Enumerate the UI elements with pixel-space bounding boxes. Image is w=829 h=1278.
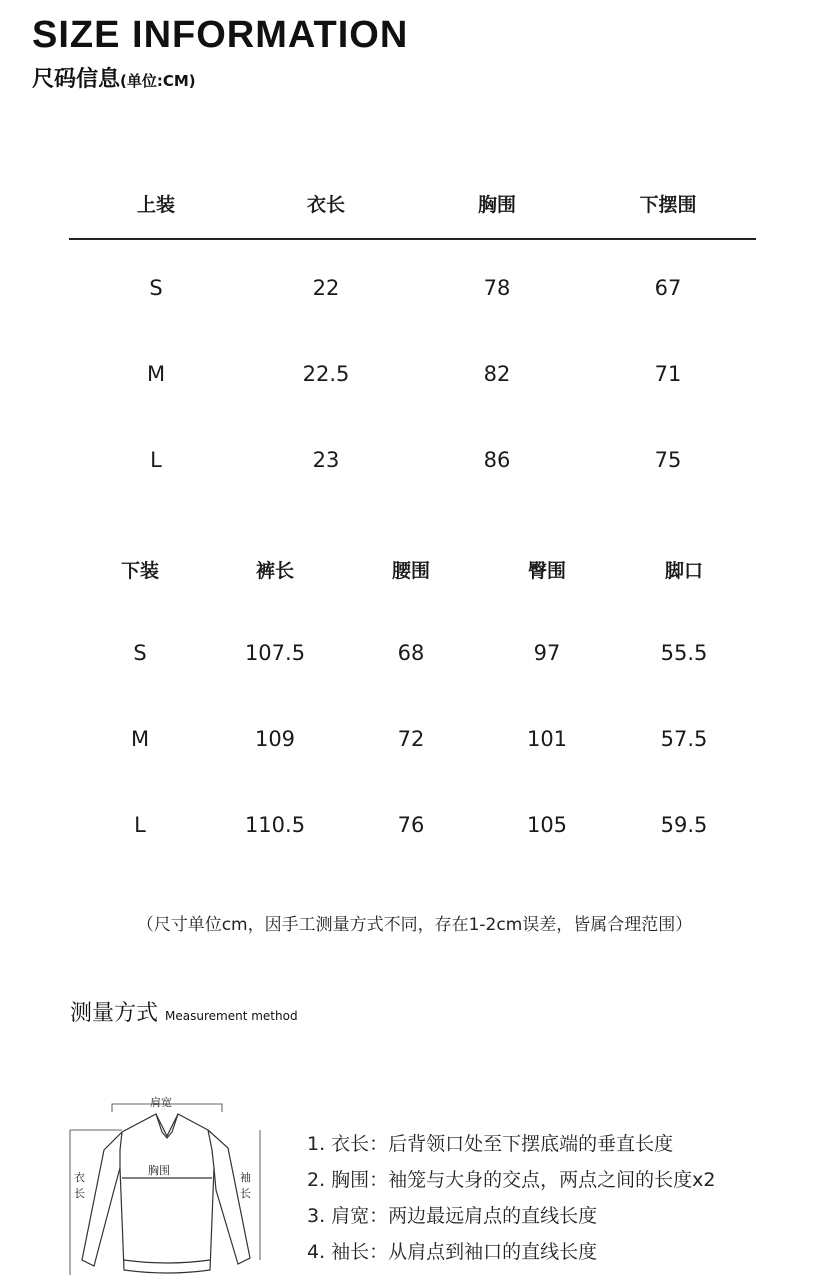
bottoms-header-cell: 裤长 — [255, 560, 295, 582]
tops-cell: 75 — [654, 448, 682, 472]
bottoms-cell: 109 — [254, 727, 296, 751]
header-divider — [69, 238, 756, 240]
tops-cell: 22 — [312, 276, 340, 300]
tops-header-cell: 胸围 — [477, 194, 517, 216]
bottoms-cell: 110.5 — [244, 813, 306, 837]
method-item: 2. 胸围：袖笼与大身的交点，两点之间的长度x2 — [307, 1169, 716, 1191]
tops-cell: 82 — [483, 362, 511, 386]
bottoms-cell: 107.5 — [244, 641, 306, 665]
bottoms-cell: S — [133, 641, 147, 665]
bottoms-cell: M — [130, 727, 150, 751]
bottoms-cell: 101 — [526, 727, 568, 751]
bottoms-cell: L — [134, 813, 146, 837]
method-item: 4. 袖长：从肩点到袖口的直线长度 — [307, 1241, 598, 1263]
bottoms-header-cell: 下装 — [120, 560, 160, 582]
measurement-heading — [70, 996, 298, 1027]
tops-cell: 86 — [483, 448, 511, 472]
tops-cell: 71 — [654, 362, 682, 386]
bottoms-cell: 72 — [397, 727, 425, 751]
unit-label: (单位:CM) — [120, 72, 196, 90]
tops-cell: L — [150, 448, 162, 472]
bottoms-cell: 105 — [526, 813, 568, 837]
diagram-label-shoulder: 肩宽 — [150, 1096, 172, 1109]
diagram-label-sleeve-2: 长 — [240, 1187, 251, 1200]
diagram-label-chest: 胸围 — [148, 1164, 170, 1177]
tops-header-cell: 上装 — [136, 194, 176, 216]
bottoms-header-cell: 臀围 — [527, 560, 567, 582]
garment-diagram — [64, 1090, 264, 1278]
tops-cell: 23 — [312, 448, 340, 472]
method-item: 3. 肩宽：两边最远肩点的直线长度 — [307, 1205, 598, 1227]
measurement-title-en: Measurement method — [165, 1009, 298, 1023]
diagram-label-length-2: 长 — [74, 1187, 85, 1200]
tops-cell: S — [149, 276, 163, 300]
bottoms-cell: 55.5 — [660, 641, 708, 665]
tops-cell: 78 — [483, 276, 511, 300]
bottoms-cell: 68 — [397, 641, 425, 665]
bottoms-cell: 76 — [397, 813, 425, 837]
bottoms-header-cell: 腰围 — [391, 560, 431, 582]
diagram-label-sleeve-1: 袖 — [240, 1171, 251, 1184]
tops-cell: 22.5 — [302, 362, 350, 386]
bottoms-cell: 59.5 — [660, 813, 708, 837]
tops-cell: 67 — [654, 276, 682, 300]
tops-header-cell: 衣长 — [306, 194, 346, 216]
method-item: 1. 衣长：后背领口处至下摆底端的垂直长度 — [307, 1133, 674, 1155]
diagram-label-length-1: 衣 — [74, 1171, 85, 1184]
tops-cell: M — [146, 362, 166, 386]
measurement-title: 测量方式 — [70, 1001, 159, 1026]
tolerance-note: （尺寸单位cm，因手工测量方式不同，存在1-2cm误差，皆属合理范围） — [136, 915, 693, 935]
subtitle-text: 尺码信息 — [32, 67, 121, 92]
tops-header-cell: 下摆围 — [639, 194, 697, 216]
page-subtitle — [32, 62, 196, 93]
sweater-outline — [82, 1114, 250, 1273]
bottoms-cell: 57.5 — [660, 727, 708, 751]
bottoms-cell: 97 — [533, 641, 561, 665]
bottoms-header-cell: 脚口 — [664, 560, 704, 582]
page-title: SIZE INFORMATION — [32, 14, 409, 56]
